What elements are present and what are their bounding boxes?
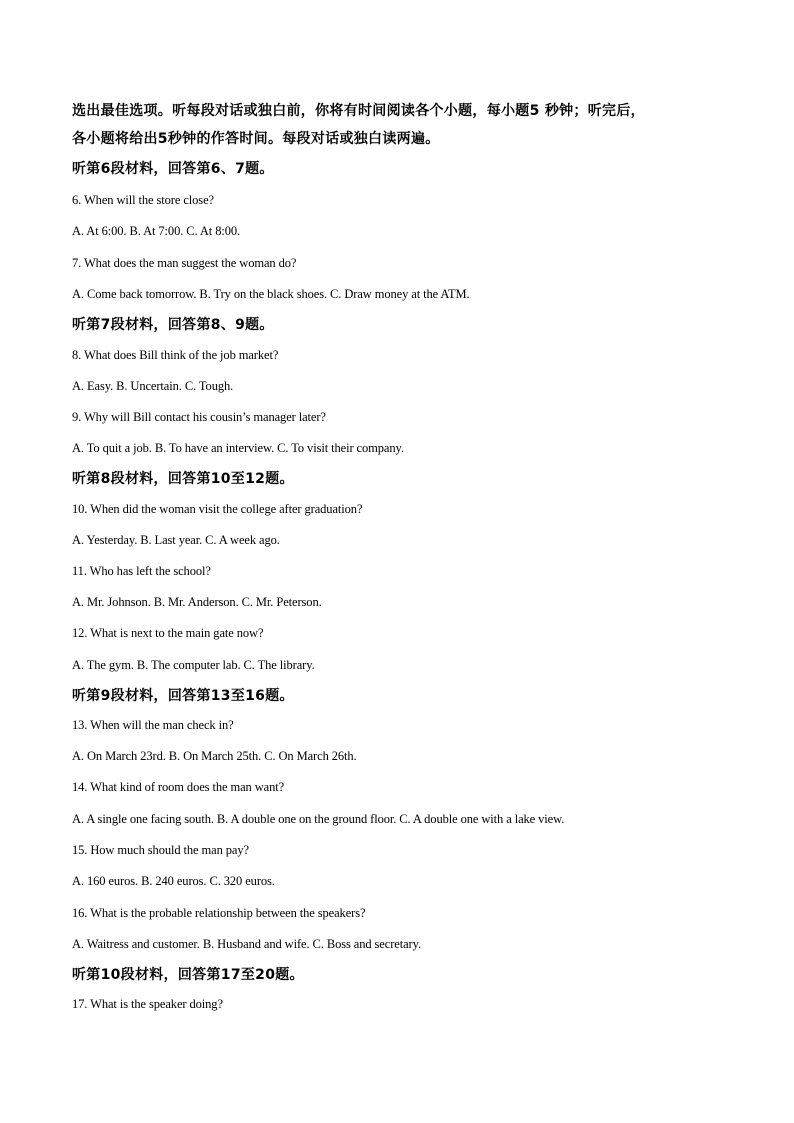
instructions-line-2: 各小题将给出5秒钟的作答时间。每段对话或独白读两遍。 [72,131,440,147]
section-heading: 听第10段材料，回答第17至20题。 [72,967,304,983]
answer-options: A. Yesterday. B. Last year. C. A week ago. [72,533,280,547]
answer-options: A. To quit a job. B. To have an interview. C. To visit their company. [72,441,404,455]
section-heading: 听第8段材料，回答第10至12题。 [72,471,294,487]
question-text: 17. What is the speaker doing? [72,997,223,1011]
answer-options: A. Easy. B. Uncertain. C. Tough. [72,379,234,393]
section-heading: 听第6段材料，回答第6、7题。 [72,161,274,177]
question-text: 13. When will the man check in? [72,718,234,732]
section-heading: 听第9段材料，回答第13至16题。 [72,688,294,704]
question-text: 11. Who has left the school? [72,564,211,578]
section-heading: 听第7段材料，回答第8、9题。 [72,317,274,333]
question-text: 6. When will the store close? [72,193,214,207]
instructions-line-1: 选出最佳选项。听每段对话或独白前，你将有时间阅读各个小题，每小题5 秒钟；听完后， [72,103,645,119]
answer-options: A. 160 euros. B. 240 euros. C. 320 euros. [72,874,275,888]
question-text: 15. How much should the man pay? [72,843,249,857]
question-text: 8. What does Bill think of the job market? [72,348,279,362]
question-text: 10. When did the woman visit the college after graduation? [72,502,363,516]
answer-options: A. Mr. Johnson. B. Mr. Anderson. C. Mr. Peterson. [72,595,322,609]
question-text: 12. What is next to the main gate now? [72,626,264,640]
answer-options: A. A single one facing south. B. A double one on the ground floor. C. A double one with a lake view. [72,812,565,826]
question-text: 16. What is the probable relationship between the speakers? [72,906,366,920]
answer-options: A. Waitress and customer. B. Husband and wife. C. Boss and secretary. [72,937,421,951]
question-text: 7. What does the man suggest the woman do? [72,256,297,270]
answer-options: A. Come back tomorrow. B. Try on the black shoes. C. Draw money at the ATM. [72,287,470,301]
answer-options: A. At 6:00. B. At 7:00. C. At 8:00. [72,224,241,238]
answer-options: A. The gym. B. The computer lab. C. The library. [72,658,315,672]
answer-options: A. On March 23rd. B. On March 25th. C. On March 26th. [72,749,357,763]
question-text: 9. Why will Bill contact his cousin’s manager later? [72,410,326,424]
question-text: 14. What kind of room does the man want? [72,780,285,794]
